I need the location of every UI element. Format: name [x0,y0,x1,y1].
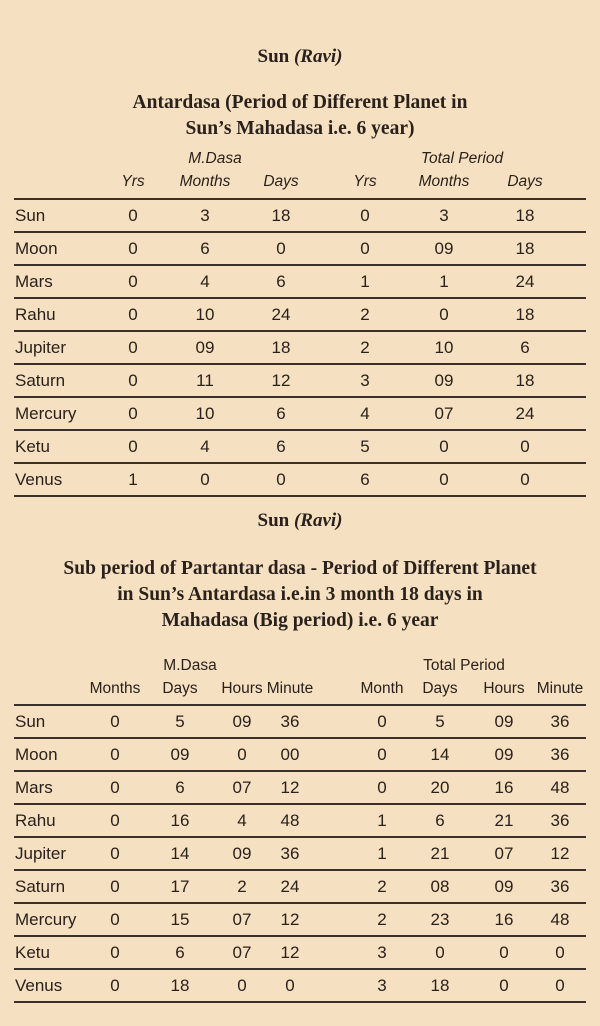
cell-value: 0 [555,976,565,995]
cell-value: 4 [360,404,370,423]
cell-value: 0 [435,943,445,962]
column-header: Hours [483,680,525,697]
cell-value: 12 [280,910,300,929]
planet-name: Mercury [15,404,77,423]
cell-value: 07 [232,910,252,929]
cell-value: 16 [170,811,190,830]
planet-name: Sun [15,712,46,731]
group-header-mdasa: M.Dasa [188,150,242,167]
cell-value: 12 [280,943,300,962]
planet-name: Venus [15,976,63,995]
cell-value: 0 [439,305,449,324]
cell-value: 36 [280,712,300,731]
cell-value: 0 [128,404,138,423]
table-row [14,871,586,904]
title-text: Sun [257,510,290,531]
cell-value: 09 [170,745,190,764]
column-header: Minute [266,680,314,697]
cell-value: 36 [550,811,570,830]
planet-name: Jupiter [15,338,67,357]
cell-value: 0 [237,745,247,764]
cell-value: 0 [276,470,286,489]
group-header-row [14,150,586,173]
cell-value: 20 [430,778,450,797]
table-row [14,266,586,299]
cell-value: 10 [434,338,454,357]
cell-value: 1 [377,844,387,863]
cell-value: 36 [550,712,570,731]
cell-value: 0 [360,239,370,258]
cell-value: 36 [550,745,570,764]
cell-value: 0 [439,470,449,489]
cell-value: 1 [128,470,138,489]
section2-title [0,510,600,532]
cell-value: 14 [430,745,450,764]
planet-name: Rahu [15,811,56,830]
cell-value: 0 [377,745,387,764]
column-header-row [14,680,586,703]
cell-value: 18 [515,305,535,324]
cell-value: 2 [377,910,387,929]
cell-value: 5 [435,712,445,731]
cell-value: 21 [494,811,514,830]
planet-name: Moon [15,745,58,764]
table-row [14,838,586,871]
cell-value: 16 [494,778,514,797]
cell-value: 18 [271,206,291,225]
cell-value: 6 [276,404,286,423]
cell-value: 18 [170,976,190,995]
table-row [14,200,586,233]
cell-value: 0 [439,437,449,456]
cell-value: 24 [515,272,535,291]
cell-value: 6 [520,338,530,357]
cell-value: 08 [430,877,450,896]
cell-value: 0 [128,206,138,225]
table-row [14,431,586,464]
cell-value: 6 [276,272,286,291]
cell-value: 4 [237,811,247,830]
column-header: Month [360,680,404,697]
cell-value: 3 [439,206,449,225]
cell-value: 24 [280,877,300,896]
cell-value: 09 [494,712,514,731]
cell-value: 6 [175,778,185,797]
cell-value: 1 [360,272,370,291]
table-row [14,904,586,937]
cell-value: 3 [377,943,387,962]
section1-heading [0,90,600,142]
cell-value: 15 [170,910,190,929]
table-row [14,299,586,332]
cell-value: 48 [550,778,570,797]
column-header: Days [263,173,299,190]
column-header: Months [418,173,470,190]
column-header: Days [507,173,543,190]
cell-value: 0 [128,305,138,324]
cell-value: 0 [128,371,138,390]
cell-value: 09 [494,877,514,896]
group-header-total: Total Period [423,657,505,674]
partantar-table [14,657,586,1003]
cell-value: 6 [435,811,445,830]
planet-name: Mercury [15,910,77,929]
heading-line: Mahadasa (Big period) i.e. 6 year [161,610,439,631]
cell-value: 0 [110,844,120,863]
planet-name: Sun [15,206,46,225]
planet-name: Mars [15,272,53,291]
planet-name: Jupiter [15,844,67,863]
cell-value: 10 [195,404,215,423]
cell-value: 2 [360,338,370,357]
cell-value: 24 [515,404,535,423]
table-row [14,772,586,805]
planet-name: Saturn [15,371,66,390]
cell-value: 6 [276,437,286,456]
cell-value: 12 [271,371,291,390]
cell-value: 07 [232,778,252,797]
cell-value: 07 [232,943,252,962]
cell-value: 00 [280,745,300,764]
cell-value: 0 [110,745,120,764]
table-row [14,233,586,266]
column-header: Days [162,680,198,697]
title-text: Sun [257,46,290,67]
cell-value: 16 [494,910,514,929]
cell-value: 10 [195,305,215,324]
cell-value: 3 [200,206,210,225]
cell-value: 18 [515,206,535,225]
cell-value: 0 [360,206,370,225]
cell-value: 0 [555,943,565,962]
antardasa-table [14,150,586,497]
column-header: Yrs [353,173,377,190]
cell-value: 12 [550,844,570,863]
cell-value: 0 [520,470,530,489]
section1-title [0,46,600,68]
planet-name: Venus [15,470,63,489]
table-row [14,739,586,772]
heading-line: Sun’s Mahadasa i.e. 6 year) [185,118,415,139]
table-row [14,464,586,497]
cell-value: 0 [110,811,120,830]
cell-value: 5 [360,437,370,456]
cell-value: 1 [377,811,387,830]
cell-value: 0 [499,976,509,995]
column-header: Days [422,680,458,697]
table-row [14,805,586,838]
cell-value: 4 [200,272,210,291]
cell-value: 36 [550,877,570,896]
cell-value: 3 [360,371,370,390]
cell-value: 09 [494,745,514,764]
cell-value: 0 [110,712,120,731]
cell-value: 2 [360,305,370,324]
group-header-mdasa: M.Dasa [163,657,217,674]
cell-value: 14 [170,844,190,863]
cell-value: 1 [439,272,449,291]
cell-value: 0 [377,778,387,797]
planet-name: Ketu [15,437,50,456]
planet-name: Moon [15,239,58,258]
table-row [14,937,586,970]
cell-value: 2 [237,877,247,896]
cell-value: 12 [280,778,300,797]
cell-value: 0 [499,943,509,962]
heading-line: Sub period of Partantar dasa - Period of Different Planet [63,558,537,579]
cell-value: 0 [128,437,138,456]
cell-value: 0 [377,712,387,731]
column-header: Months [179,173,231,190]
group-header-total: Total Period [420,150,504,167]
cell-value: 0 [110,910,120,929]
planet-name: Saturn [15,877,66,896]
table-row [14,706,586,739]
heading-line: Antardasa (Period of Different Planet in [132,92,468,113]
cell-value: 0 [128,272,138,291]
cell-value: 07 [494,844,514,863]
cell-value: 0 [110,943,120,962]
cell-value: 0 [110,877,120,896]
column-header: Hours [221,680,263,697]
cell-value: 0 [285,976,295,995]
cell-value: 0 [128,239,138,258]
table-row [14,365,586,398]
column-header: Minute [536,680,584,697]
title-italic: (Ravi) [293,510,343,531]
cell-value: 24 [271,305,291,324]
cell-value: 0 [110,976,120,995]
cell-value: 09 [434,371,454,390]
cell-value: 18 [515,239,535,258]
cell-value: 0 [110,778,120,797]
cell-value: 09 [232,712,252,731]
planet-name: Mars [15,778,53,797]
cell-value: 48 [550,910,570,929]
group-header-row [14,657,586,680]
cell-value: 09 [434,239,454,258]
column-header-row [14,173,586,196]
cell-value: 09 [232,844,252,863]
column-header: Months [89,680,141,697]
cell-value: 07 [434,404,454,423]
cell-value: 0 [520,437,530,456]
table-row [14,970,586,1003]
cell-value: 17 [170,877,190,896]
cell-value: 18 [271,338,291,357]
section2-heading [0,556,600,634]
cell-value: 21 [430,844,450,863]
cell-value: 09 [195,338,215,357]
table-row [14,332,586,365]
cell-value: 36 [280,844,300,863]
cell-value: 0 [200,470,210,489]
cell-value: 11 [196,371,214,390]
heading-line: in Sun’s Antardasa i.e.in 3 month 18 days in [117,584,483,605]
cell-value: 0 [276,239,286,258]
cell-value: 3 [377,976,387,995]
cell-value: 6 [360,470,370,489]
cell-value: 23 [430,910,450,929]
column-header: Yrs [121,173,145,190]
cell-value: 0 [237,976,247,995]
cell-value: 0 [128,338,138,357]
planet-name: Ketu [15,943,50,962]
cell-value: 18 [515,371,535,390]
cell-value: 2 [377,877,387,896]
cell-value: 5 [175,712,185,731]
cell-value: 18 [430,976,450,995]
cell-value: 4 [200,437,210,456]
title-italic: (Ravi) [293,46,343,67]
cell-value: 48 [280,811,300,830]
planet-name: Rahu [15,305,56,324]
cell-value: 6 [175,943,185,962]
cell-value: 6 [200,239,210,258]
table-row [14,398,586,431]
